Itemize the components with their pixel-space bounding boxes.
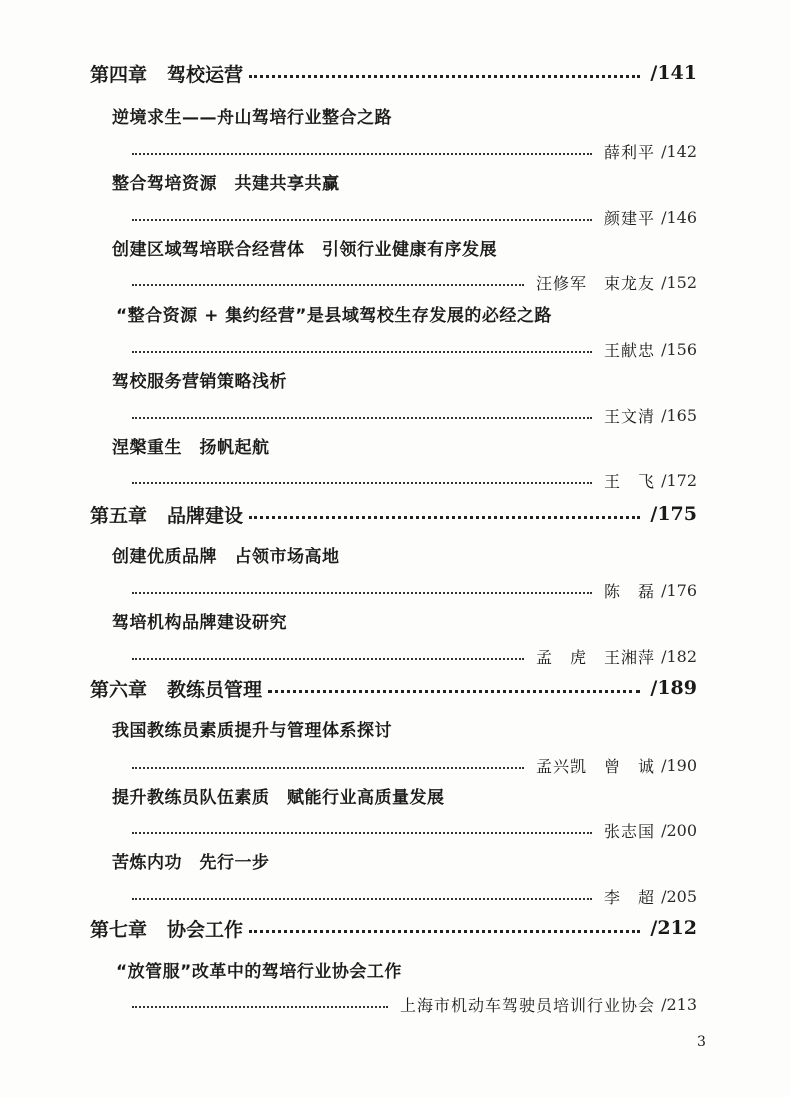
article-title: 我国教练员素质提升与管理体系探讨 (112, 721, 392, 741)
article-page-number: /142 (661, 141, 697, 161)
article-page-number: /213 (661, 994, 697, 1014)
article-author: 王文清 (604, 406, 656, 426)
leader-dots (132, 658, 524, 660)
article-byline (132, 576, 697, 604)
article-author: 王 飞 (604, 471, 656, 491)
article-page-number: /146 (661, 207, 697, 227)
article-title: 整合驾培资源 共建共享共赢 (112, 174, 340, 194)
article-title: 驾培机构品牌建设研究 (112, 613, 287, 633)
leader-dots (132, 351, 592, 353)
article-byline (132, 990, 697, 1018)
article-author: 上海市机动车驾驶员培训行业协会 (400, 995, 656, 1015)
article-byline (132, 335, 697, 363)
chapter-heading (90, 498, 697, 530)
chapter-page-number: /212 (650, 917, 697, 939)
article-byline (132, 466, 697, 494)
article-author: 汪修军 束龙友 (536, 273, 656, 293)
leader-dots (132, 832, 592, 834)
chapter-page-number: /189 (650, 677, 697, 699)
chapter-page-number: /141 (650, 62, 697, 84)
leader-dots (249, 930, 640, 933)
article-author: 王献忠 (604, 340, 656, 360)
article-author: 薛利平 (604, 142, 656, 162)
article-title: “整合资源 + 集约经营”是县域驾校生存发展的必经之路 (116, 306, 552, 326)
article-page-number: /172 (661, 470, 697, 490)
leader-dots (132, 898, 592, 900)
article-author: 张志国 (604, 821, 656, 841)
chapter-page-number: /175 (650, 503, 697, 525)
leader-dots (132, 767, 524, 769)
article-byline (132, 203, 697, 231)
article-title: 逆境求生——舟山驾培行业整合之路 (112, 108, 392, 128)
chapter-number: 第七章 (90, 918, 148, 941)
chapter-number: 第四章 (90, 63, 148, 86)
article-byline (132, 816, 697, 844)
article-author: 陈 磊 (604, 581, 656, 601)
leader-dots (132, 592, 592, 594)
article-author: 孟 虎 王湘萍 (536, 647, 656, 667)
article-title: “放管服”改革中的驾培行业协会工作 (116, 962, 402, 982)
article-page-number: /182 (661, 646, 697, 666)
article-page-number: /190 (661, 755, 697, 775)
page-number: 3 (697, 1034, 706, 1050)
article-byline (132, 137, 697, 165)
article-page-number: /156 (661, 339, 697, 359)
article-title: 苦炼内功 先行一步 (112, 853, 270, 873)
article-author: 李 超 (604, 887, 656, 907)
chapter-heading (90, 672, 697, 704)
article-page-number: /152 (661, 272, 697, 292)
article-byline (132, 751, 697, 779)
article-title: 驾校服务营销策略浅析 (112, 372, 287, 392)
article-byline (132, 642, 697, 670)
article-byline (132, 401, 697, 429)
chapter-heading (90, 912, 697, 944)
article-title: 创建优质品牌 占领市场高地 (112, 547, 340, 567)
leader-dots (268, 690, 640, 693)
article-title: 涅槃重生 扬帆起航 (112, 438, 270, 458)
chapter-title: 驾校运营 (167, 63, 244, 86)
article-title: 提升教练员队伍素质 赋能行业高质量发展 (112, 788, 445, 808)
leader-dots (132, 219, 592, 221)
article-byline (132, 882, 697, 910)
article-byline (132, 268, 697, 296)
leader-dots (132, 284, 524, 286)
leader-dots (132, 417, 592, 419)
chapter-number: 第五章 (90, 504, 148, 527)
chapter-title: 品牌建设 (167, 504, 244, 527)
article-page-number: /205 (661, 886, 697, 906)
article-author: 孟兴凯 曾 诚 (536, 756, 656, 776)
chapter-heading (90, 57, 697, 89)
article-author: 颜建平 (604, 208, 656, 228)
article-page-number: /200 (661, 820, 697, 840)
chapter-title: 协会工作 (167, 918, 244, 941)
leader-dots (249, 75, 640, 78)
leader-dots (132, 482, 592, 484)
chapter-title: 教练员管理 (167, 678, 263, 701)
article-title: 创建区域驾培联合经营体 引领行业健康有序发展 (112, 240, 497, 260)
chapter-number: 第六章 (90, 678, 148, 701)
leader-dots (249, 516, 640, 519)
leader-dots (132, 153, 592, 155)
article-page-number: /165 (661, 405, 697, 425)
article-page-number: /176 (661, 580, 697, 600)
leader-dots (132, 1006, 388, 1008)
